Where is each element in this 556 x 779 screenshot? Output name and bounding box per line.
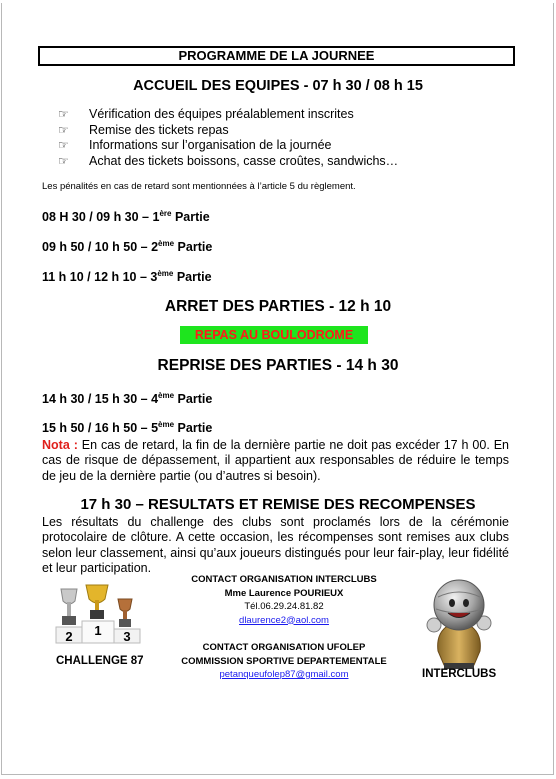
contact-ufolep-heading: CONTACT ORGANISATION UFOLEP	[202, 642, 366, 653]
mascot-caption: INTERCLUBS	[422, 668, 497, 680]
list-item: ☞ Vérification des équipes préalablement inscrites	[58, 107, 354, 121]
podium-caption: CHALLENGE 87	[56, 655, 144, 667]
session-5: 15 h 50 / 16 h 50 – 5ème Partie	[42, 420, 213, 435]
contact-ufolep-email-link[interactable]: petanqueufolep87@gmail.com	[219, 669, 349, 680]
hand-pointer-icon: ☞	[58, 122, 69, 137]
hand-pointer-icon: ☞	[58, 107, 69, 121]
arret-heading: ARRET DES PARTIES - 12 h 10	[164, 298, 392, 315]
reprise-heading: REPRISE DES PARTIES - 14 h 30	[157, 357, 399, 374]
contact-phone: Tél.06.29.24.81.82	[244, 601, 324, 612]
contact-ufolep-subheading: COMMISSION SPORTIVE DEPARTEMENTALE	[181, 655, 387, 667]
nota-label: Nota :	[42, 438, 78, 452]
hand-pointer-icon: ☞	[58, 138, 69, 152]
accueil-heading: ACCUEIL DES EQUIPES - 07 h 30 / 08 h 15	[133, 78, 423, 94]
nota-paragraph: Nota : En cas de retard, la fin de la dernière partie ne doit pas excéder 17 h 00. En cas de risque de dépassement, il appartient aux responsables de réduire le temps de jeu de la dernière partie (ou d’autres si besoin).	[42, 438, 509, 483]
resultats-paragraph: Les résultats du challenge des clubs sont proclamés lors de la cérémonie protocolaire de clôture. A cette occasion, les récompenses sont remises aux clubs selon leur classement, ainsi qu’aux joueurs distingués pour leur fair-play, leur fidélité et leur participation.	[42, 515, 509, 575]
contact-ufolep	[160, 641, 408, 682]
list-item: ☞ Remise des tickets repas	[58, 122, 229, 137]
session-1: 08 H 30 / 09 h 30 – 1ère Partie	[42, 209, 210, 224]
session-3: 11 h 10 / 12 h 10 – 3ème Partie	[42, 269, 212, 284]
podium-trophies-image	[50, 583, 150, 645]
contact-interclubs-email-link[interactable]: dlaurence2@aol.com	[239, 614, 329, 626]
podium-place: 1	[94, 623, 102, 638]
session-2: 09 h 50 / 10 h 50 – 2ème Partie	[42, 239, 213, 254]
contact-interclubs	[160, 573, 408, 627]
hand-pointer-icon: ☞	[58, 153, 69, 168]
repas-banner: REPAS AU BOULODROME	[180, 326, 368, 344]
list-item: ☞ Achat des tickets boissons, casse croûtes, sandwichs…	[58, 153, 399, 168]
session-4: 14 h 30 / 15 h 30 – 4ème Partie	[42, 391, 213, 406]
penalites-note: Les pénalités en cas de retard sont mentionnées à l’article 5 du règlement.	[42, 181, 356, 192]
page-title: PROGRAMME DE LA JOURNEE	[38, 46, 515, 66]
contact-name: Mme Laurence POURIEUX	[224, 587, 344, 599]
accueil-list	[58, 107, 398, 169]
podium-place: 3	[123, 629, 131, 644]
contact-interclubs-heading: CONTACT ORGANISATION INTERCLUBS	[191, 574, 377, 585]
list-item: ☞ Informations sur l’organisation de la journée	[58, 138, 332, 152]
resultats-heading: 17 h 30 – RESULTATS ET REMISE DES RECOMPENSES	[80, 496, 476, 513]
podium-place: 2	[65, 629, 73, 644]
petanque-mascot-image	[424, 575, 494, 670]
